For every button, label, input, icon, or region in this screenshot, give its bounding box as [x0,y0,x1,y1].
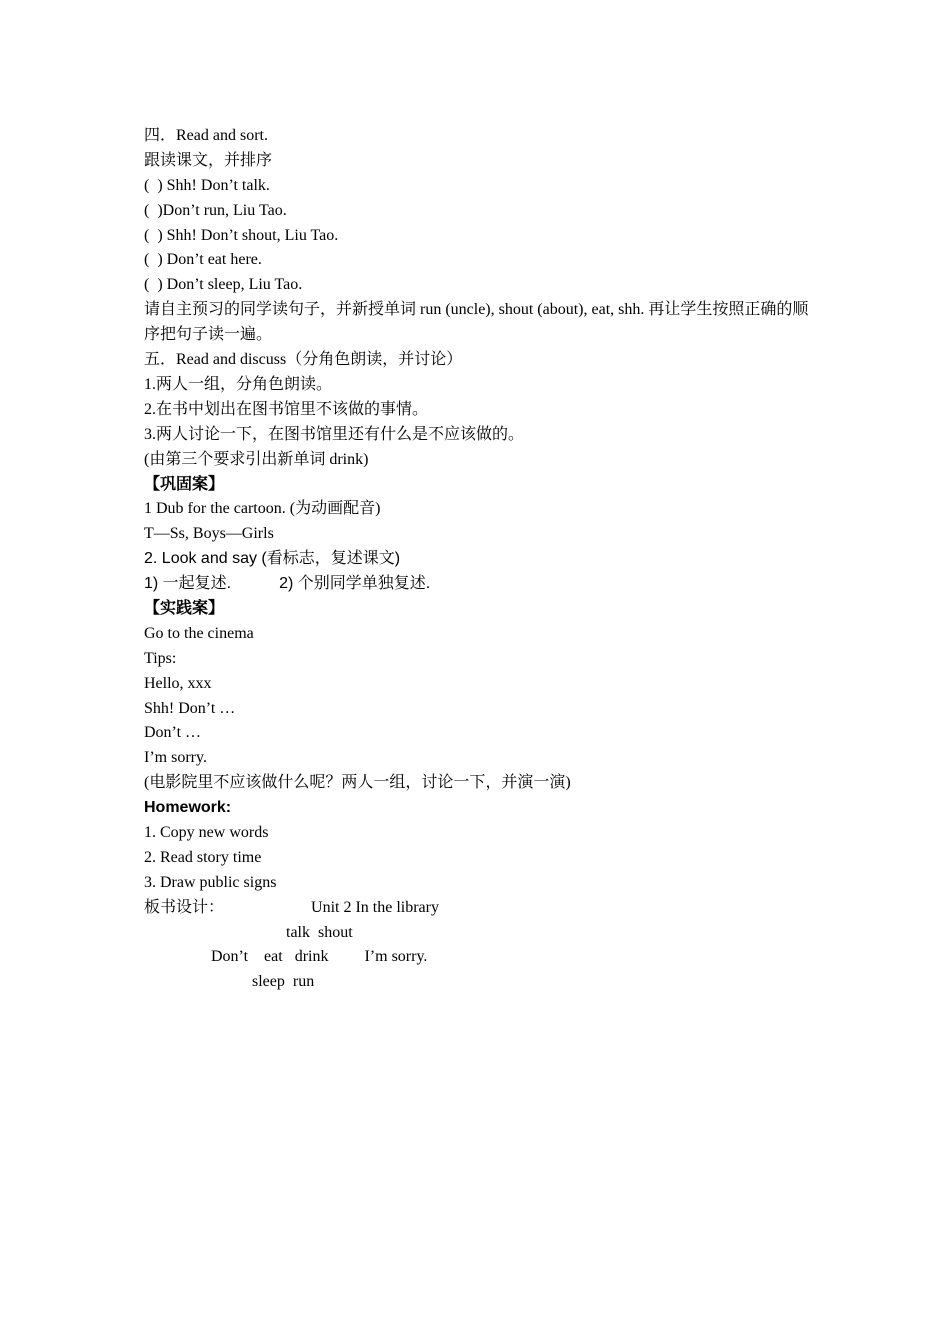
discuss-item: 2.在书中划出在图书馆里不该做的事情。 [144,400,429,418]
sort-item: ( ) Shh! Don’t talk. [144,176,270,194]
board-header [144,896,814,921]
board-sorry: I’m sorry. [364,948,428,966]
practice-line: Hello, xxx [144,674,212,692]
consolidation-item: 2. Look and say (看标志，复述课文) [144,550,401,568]
practice-line: (电影院里不应该做什么呢？两人一组，讨论一下，并演一演) [144,774,571,792]
homework-heading: Homework: [144,799,232,817]
homework-item: 1. Copy new words [144,823,269,841]
consolidation-subitem: T—Ss, Boys—Girls [144,525,274,543]
consolidation-item: 1 Dub for the cartoon. (为动画配音) [144,500,381,518]
board-label: 板书设计： [144,898,225,916]
practice-line: I’m sorry. [144,749,207,767]
consolidation-subitem: 1) 一起复述. [144,575,232,593]
board-row [144,945,814,970]
homework-item: 3. Draw public signs [144,873,277,891]
section4-heading: 四．Read and sort. [144,127,268,144]
sort-item: ( ) Don’t sleep, Liu Tao. [144,276,303,294]
section4-instruction: 跟读课文，并排序 [144,151,273,169]
homework-item: 2. Read story time [144,848,262,866]
discuss-item: (由第三个要求引出新单词 drink) [144,450,369,468]
consolidation-subitem: 2) 个别同学单独复述. [279,575,431,593]
board-dont-words: Don’t eat drink [211,948,329,966]
section5-heading: 五．Read and discuss（分角色朗读，并讨论） [144,351,463,369]
board-row: sleep run [252,973,315,991]
sort-item: ( )Don’t run, Liu Tao. [144,201,287,219]
practice-heading: 【实践案】 [144,599,225,617]
board-title: Unit 2 In the library [311,898,439,916]
practice-line: Shh! Don’t … [144,699,236,717]
board-row: talk shout [286,923,353,941]
consolidation-subitem-row [144,572,814,597]
consolidation-heading: 【巩固案】 [144,475,225,493]
document-body [144,124,814,995]
discuss-item: 1.两人一组，分角色朗读。 [144,375,333,393]
section4-note: 请自主预习的同学读句子，并新授单词 run (uncle), shout (about), eat, shh. 再让学生按照正确的顺序把句子读一遍。 [144,301,809,344]
practice-line: Tips: [144,649,177,667]
sort-item: ( ) Don’t eat here. [144,251,262,269]
sort-item: ( ) Shh! Don’t shout, Liu Tao. [144,226,339,244]
practice-line: Don’t … [144,724,202,742]
practice-line: Go to the cinema [144,624,254,642]
discuss-item: 3.两人讨论一下，在图书馆里还有什么是不应该做的。 [144,425,525,443]
